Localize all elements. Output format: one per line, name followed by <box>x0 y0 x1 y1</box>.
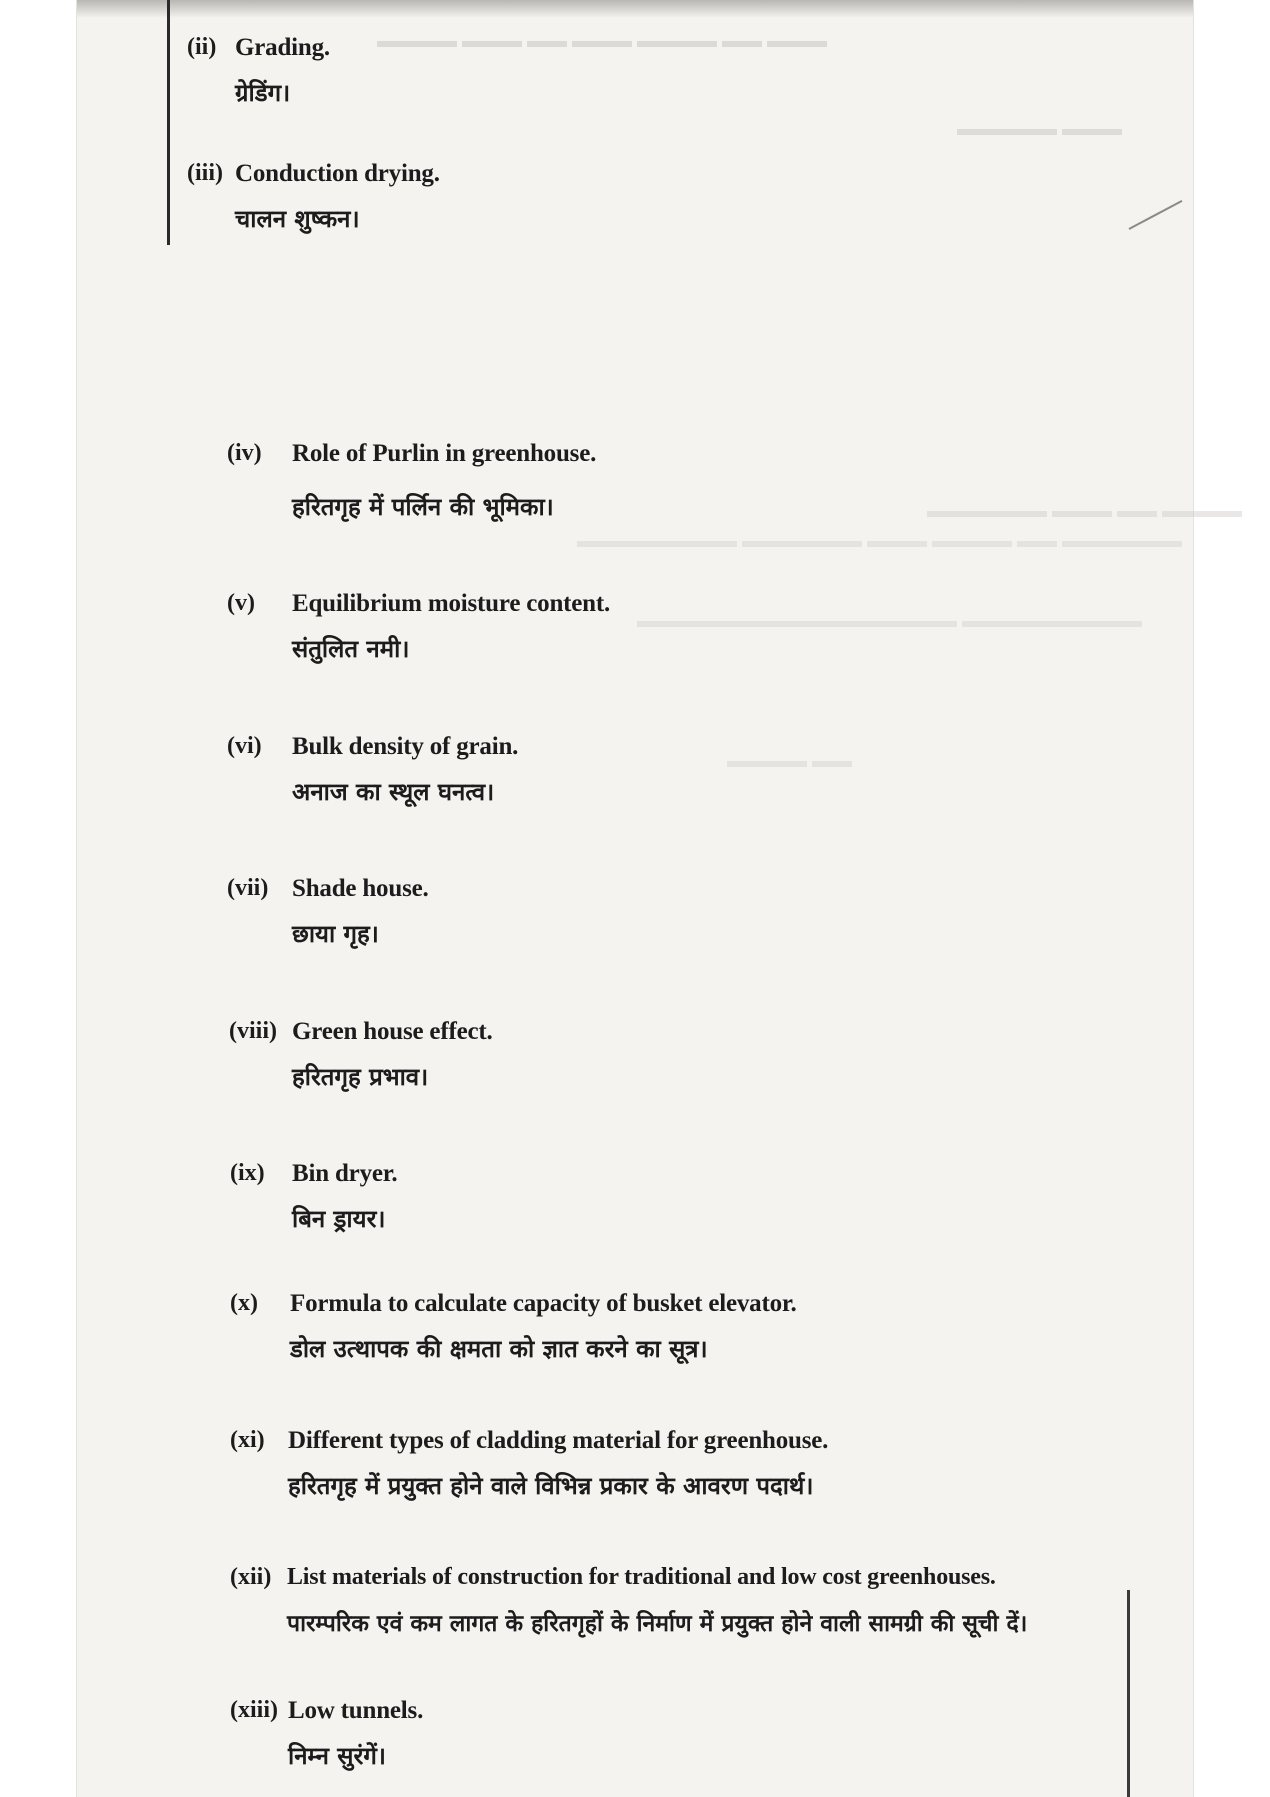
question-number: (iii) <box>187 160 223 186</box>
page-edge-mark <box>1127 1590 1130 1797</box>
question-hindi: ग्रेडिंग। <box>235 79 291 107</box>
margin-line <box>167 0 170 245</box>
bleed-through-mark: ▬▬ ▬▬▬▬ <box>727 750 852 772</box>
question-number: (vi) <box>227 733 262 759</box>
bleed-through-mark: ▬▬▬ ▬▬ ▬▬▬▬ ▬▬▬ ▬▬ ▬▬▬ ▬▬▬▬ <box>377 30 827 52</box>
question-hindi: छाया गृह। <box>292 920 379 948</box>
question-number: (v) <box>227 590 255 616</box>
question-english: Shade house. <box>292 875 429 902</box>
question-english: Formula to calculate capacity of busket elevator. <box>290 1290 797 1317</box>
question-hindi: हरितगृह में पर्लिन की भूमिका। <box>292 493 554 521</box>
question-number: (x) <box>230 1290 258 1316</box>
question-hindi: हरितगृह प्रभाव। <box>292 1063 429 1091</box>
question-number: (xiii) <box>230 1697 278 1723</box>
bleed-through-mark: ▬▬▬ ▬▬▬▬▬ <box>957 118 1122 140</box>
question-hindi: संतुलित नमी। <box>292 635 410 663</box>
question-hindi: निम्न सुरंगें। <box>288 1742 386 1770</box>
question-english: Low tunnels. <box>288 1697 424 1724</box>
question-english: Bin dryer. <box>292 1160 398 1187</box>
question-hindi: डोल उत्थापक की क्षमता को ज्ञात करने का सूत्र। <box>290 1335 708 1363</box>
question-number: (xii) <box>230 1564 272 1590</box>
question-number: (viii) <box>229 1018 277 1044</box>
question-english: Role of Purlin in greenhouse. <box>292 440 597 467</box>
bleed-through-mark: ▬▬▬▬▬▬ ▬▬ ▬▬▬▬ ▬▬▬ ▬▬▬▬▬▬ ▬▬▬▬▬▬▬▬ <box>577 530 1182 552</box>
question-number: (xi) <box>230 1427 265 1453</box>
question-english: Grading. <box>235 34 330 61</box>
question-english: Green house effect. <box>292 1018 493 1045</box>
question-english: Conduction drying. <box>235 160 440 187</box>
question-number: (ii) <box>187 34 217 60</box>
question-hindi: बिन ड्रायर। <box>292 1205 386 1233</box>
question-number: (iv) <box>227 440 262 466</box>
pen-stroke <box>1129 200 1183 230</box>
exam-page <box>77 0 1242 1797</box>
question-hindi: पारम्परिक एवं कम लागत के हरितगृहों के निर्माण में प्रयुक्त होने वाली सामग्री की सूची दें। <box>287 1611 1028 1637</box>
question-number: (ix) <box>230 1160 265 1186</box>
question-hindi: अनाज का स्थूल घनत्व। <box>292 778 495 806</box>
question-hindi: हरितगृह में प्रयुक्त होने वाले विभिन्न प्रकार के आवरण पदार्थ। <box>288 1472 814 1500</box>
question-hindi: चालन शुष्कन। <box>235 205 360 233</box>
question-english: Equilibrium moisture content. <box>292 590 611 617</box>
question-number: (vii) <box>227 875 269 901</box>
bleed-through-mark: ▬▬▬▬ ▬▬ ▬▬▬ ▬▬▬▬▬▬ <box>927 500 1242 522</box>
bleed-through-mark: ▬▬▬▬▬▬▬▬▬ ▬▬▬▬▬▬▬▬▬▬▬▬▬▬▬▬ <box>637 610 1142 632</box>
question-english: List materials of construction for traditional and low cost greenhouses. <box>287 1564 996 1590</box>
page-top-shadow <box>77 0 1193 18</box>
question-english: Bulk density of grain. <box>292 733 519 760</box>
question-english: Different types of cladding material for greenhouse. <box>288 1427 829 1454</box>
